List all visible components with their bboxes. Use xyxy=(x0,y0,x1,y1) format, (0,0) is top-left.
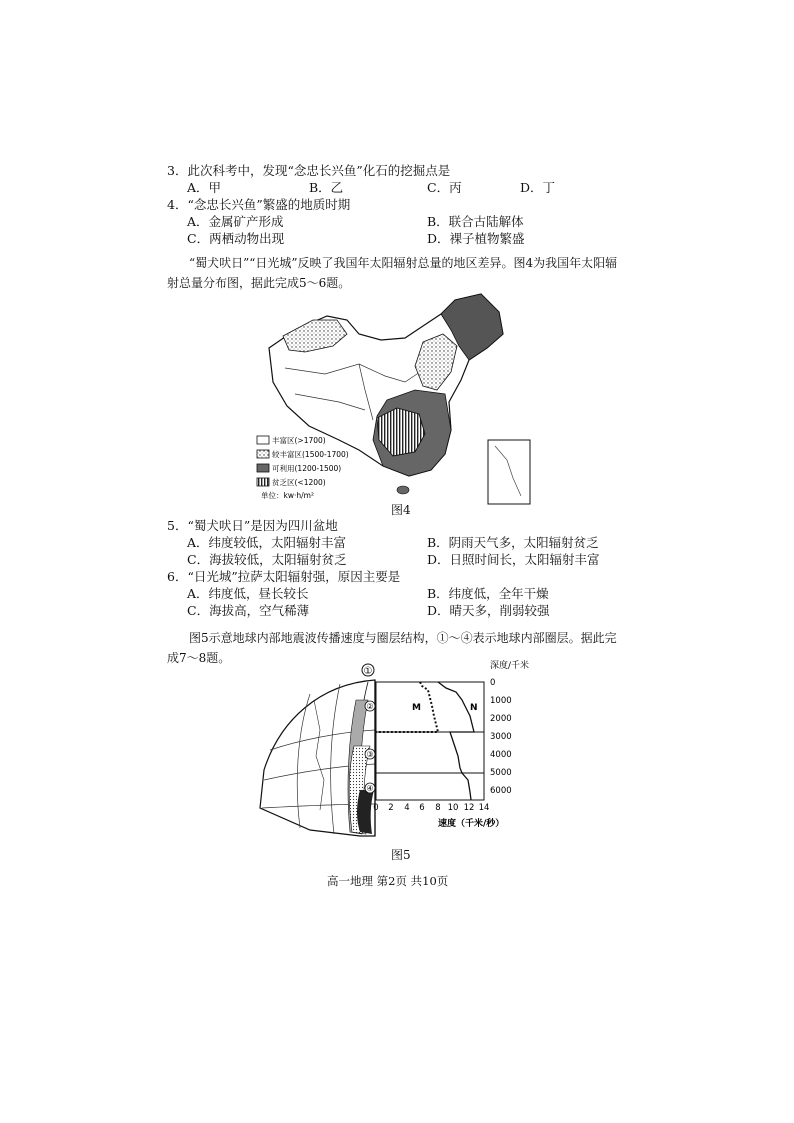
y-tick-4000: 4000 xyxy=(490,750,512,760)
legend-usable: 可利用(1200-1500) xyxy=(272,464,342,473)
question-4-option-c[interactable]: C．两栖动物出现 xyxy=(187,231,285,246)
x-tick-12: 12 xyxy=(463,803,475,813)
question-6-stem: 6．“日光城”拉萨太阳辐射强，原因主要是 xyxy=(167,569,401,584)
legend-fairly-rich: 较丰富区(1500-1700) xyxy=(272,450,349,459)
y-tick-1000: 1000 xyxy=(490,696,512,706)
question-3-stem: 3．此次科考中，发现“念忠长兴鱼”化石的挖掘点是 xyxy=(167,163,451,178)
x-tick-10: 10 xyxy=(447,803,459,813)
legend-unit: 单位：kw·h/m² xyxy=(261,491,314,500)
x-tick-0: 0 xyxy=(373,803,379,813)
x-tick-14: 14 xyxy=(478,803,490,813)
figure-5-diagram xyxy=(250,660,550,838)
y-tick-2000: 2000 xyxy=(490,714,512,724)
question-5-option-a[interactable]: A．纬度较低，太阳辐射丰富 xyxy=(187,535,347,550)
question-3-option-b[interactable]: B．乙 xyxy=(309,180,344,195)
question-3-option-d[interactable]: D．丁 xyxy=(520,180,556,195)
question-5-stem: 5．“蜀犬吠日”是因为四川盆地 xyxy=(167,518,338,533)
y-tick-5000: 5000 xyxy=(490,768,512,778)
question-4-stem: 4．“念忠长兴鱼”繁盛的地质时期 xyxy=(167,197,351,212)
question-3-option-a[interactable]: A．甲 xyxy=(187,180,222,195)
y-tick-3000: 3000 xyxy=(490,732,512,742)
question-6-option-c[interactable]: C．海拔高，空气稀薄 xyxy=(187,603,310,618)
y-tick-0: 0 xyxy=(490,678,496,688)
layer-3-label: ③ xyxy=(366,750,374,759)
figure-5-caption: 图5 xyxy=(391,848,411,862)
x-tick-4: 4 xyxy=(404,803,410,813)
question-6-option-d[interactable]: D．晴天多，削弱较强 xyxy=(427,603,550,618)
x-tick-8: 8 xyxy=(435,803,441,813)
x-tick-6: 6 xyxy=(419,803,425,813)
intro-paragraph-7-8: 图5示意地球内部地震波传播速度与圈层结构，①～④表示地球内部圈层。据此完成7～8题。 xyxy=(167,631,617,665)
layer-1-label: ① xyxy=(363,666,373,677)
figure-4-map xyxy=(255,290,540,508)
wave-n-label: N xyxy=(470,703,478,713)
question-4-option-d[interactable]: D．裸子植物繁盛 xyxy=(427,231,525,246)
x-axis-title: 速度（千米/秒） xyxy=(438,819,505,829)
x-tick-2: 2 xyxy=(388,803,394,813)
y-tick-6000: 6000 xyxy=(490,786,512,796)
layer-4-label: ④ xyxy=(366,784,374,793)
question-4-option-b[interactable]: B．联合古陆解体 xyxy=(427,214,524,229)
south-china-sea-inset xyxy=(488,440,530,504)
y-axis-title: 深度/千米 xyxy=(490,661,530,671)
question-3-option-c[interactable]: C．丙 xyxy=(427,180,462,195)
question-6-option-a[interactable]: A．纬度低，昼长较长 xyxy=(187,586,309,601)
layer-2-label: ② xyxy=(366,702,374,711)
page-footer: 高一地理 第2页 共10页 xyxy=(327,874,449,888)
legend-poor: 贫乏区(<1200) xyxy=(272,478,326,487)
wave-m-label: M xyxy=(412,703,421,713)
question-6-option-b[interactable]: B．纬度低，全年干燥 xyxy=(427,586,549,601)
legend-rich: 丰富区(>1700) xyxy=(272,436,326,445)
figure-4-caption: 图4 xyxy=(391,503,411,517)
question-5-option-c[interactable]: C．海拔较低，太阳辐射贫乏 xyxy=(187,552,347,567)
intro-paragraph-5-6: “蜀犬吠日”“日光城”反映了我国年太阳辐射总量的地区差异。图4为我国年太阳辐射总量分布图，据此完成5～6题。 xyxy=(167,256,618,290)
question-5-option-d[interactable]: D．日照时间长，太阳辐射丰富 xyxy=(427,552,600,567)
question-5-option-b[interactable]: B．阴雨天气多，太阳辐射贫乏 xyxy=(427,535,599,550)
question-4-option-a[interactable]: A．金属矿产形成 xyxy=(187,214,284,229)
